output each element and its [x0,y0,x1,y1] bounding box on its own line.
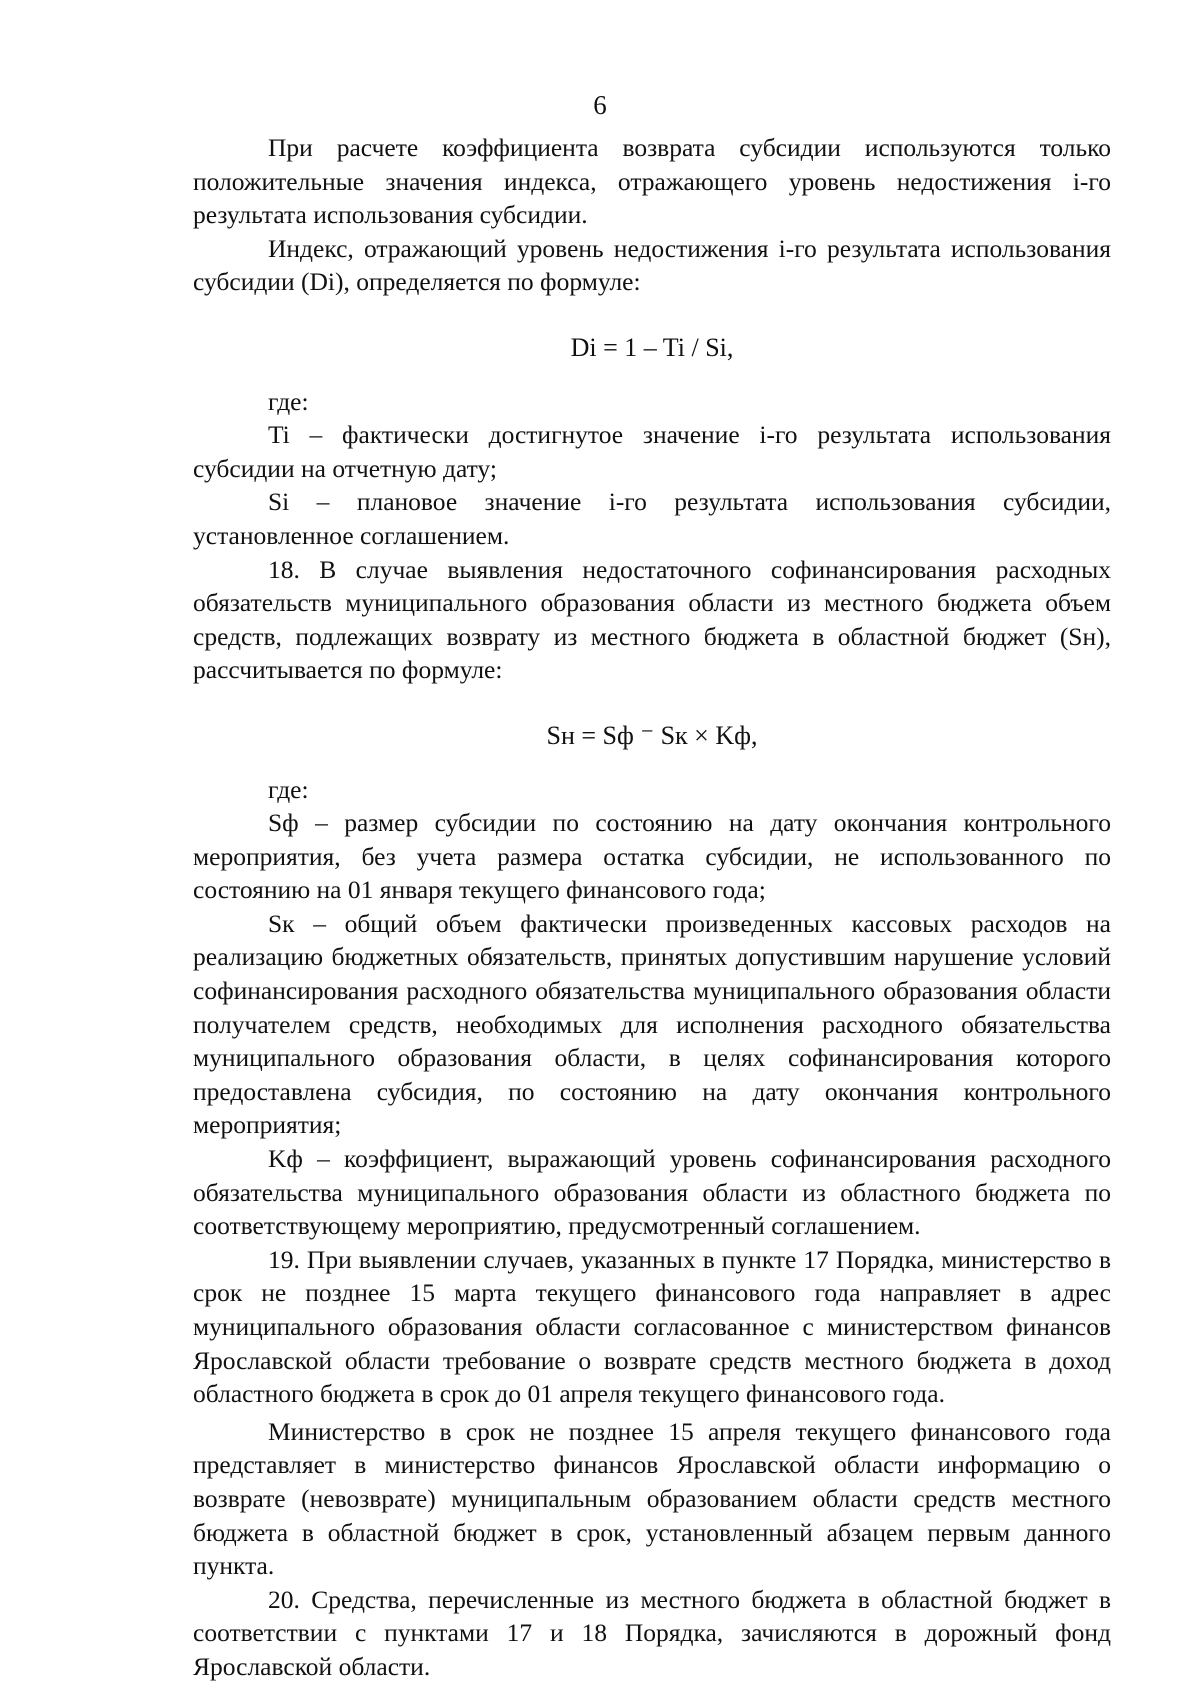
where-label: где: [268,386,309,416]
document-body [193,131,1111,1684]
definition-kf: Kф – коэффициент, выражающий уровень софинансирования расходного обязательства муниципального образования области из областного бюджета по соответствующему мероприятию, предусмотренный соглашением. [193,1144,1111,1241]
paragraph-item-19: 19. При выявлении случаев, указанных в пункте 17 Порядка, министерство в срок не позднее 15 марта текущего финансового года направляет в адрес муниципального образования области согласованное с министерством финансов Ярославской области требование о возврате средств местного бюджета в доход областного бюджета в срок до 01 апреля текущего финансового года. [193,1244,1111,1409]
page-number: 6 [593,90,607,120]
paragraph-index-definition: Индекс, отражающий уровень недостижения i-го результата использования субсидии (Di), определяется по формуле: [193,233,1111,297]
where-label: где: [268,774,309,804]
definition-ti: Ti – фактически достигнутое значение i-го результата использования субсидии на отчетную дату; [193,420,1111,483]
definition-sk: Sк – общий объем фактически произведенных кассовых расходов на реализацию бюджетных обязательств, принятых допустившим нарушение условий софинансирования расходного обязательства муниципального образования области получателем средств, необходимых для исполнения расходного обязательства муниципального образования области, в целях софинансирования которого предоставлена субсидия, по состоянию на дату окончания контрольного мероприятия; [193,908,1111,1140]
definition-sf: Sф – размер субсидии по состоянию на дату окончания контрольного мероприятия, без учета размера остатка субсидии, не использованного по состоянию на 01 января текущего финансового года; [193,808,1111,905]
definition-si: Si – плановое значение i-го результата использования субсидии, установленное соглашением. [193,487,1111,550]
formula-di: Di = 1 – Ti / Si, [570,332,734,362]
paragraph-ministry-report: Министерство в срок не позднее 15 апреля текущего финансового года представляет в министерство финансов Ярославской области информацию о возврате (невозврате) муниципальным образованием области средств местного бюджета в областной бюджет в срок, установленный абзацем первым данного пункта. [193,1416,1111,1581]
paragraph-item-18: 18. В случае выявления недостаточного софинансирования расходных обязательств муниципального образования области из местного бюджета объем средств, подлежащих возврату из местного бюджета в областной бюджет (Sн), рассчитывается по формуле: [193,554,1111,685]
paragraph-positive-index-note: При расчете коэффициента возврата субсидии используются только положительные значения индекса, отражающего уровень недостижения i-го результата использования субсидии. [193,133,1111,230]
paragraph-item-20: 20. Средства, перечисленные из местного бюджета в областной бюджет в соответствии с пунктами 17 и 18 Порядка, зачисляются в дорожный фонд Ярославской области. [193,1584,1111,1681]
formula-sn: Sн = Sф ⁻ Sк × Kф, [546,720,758,750]
